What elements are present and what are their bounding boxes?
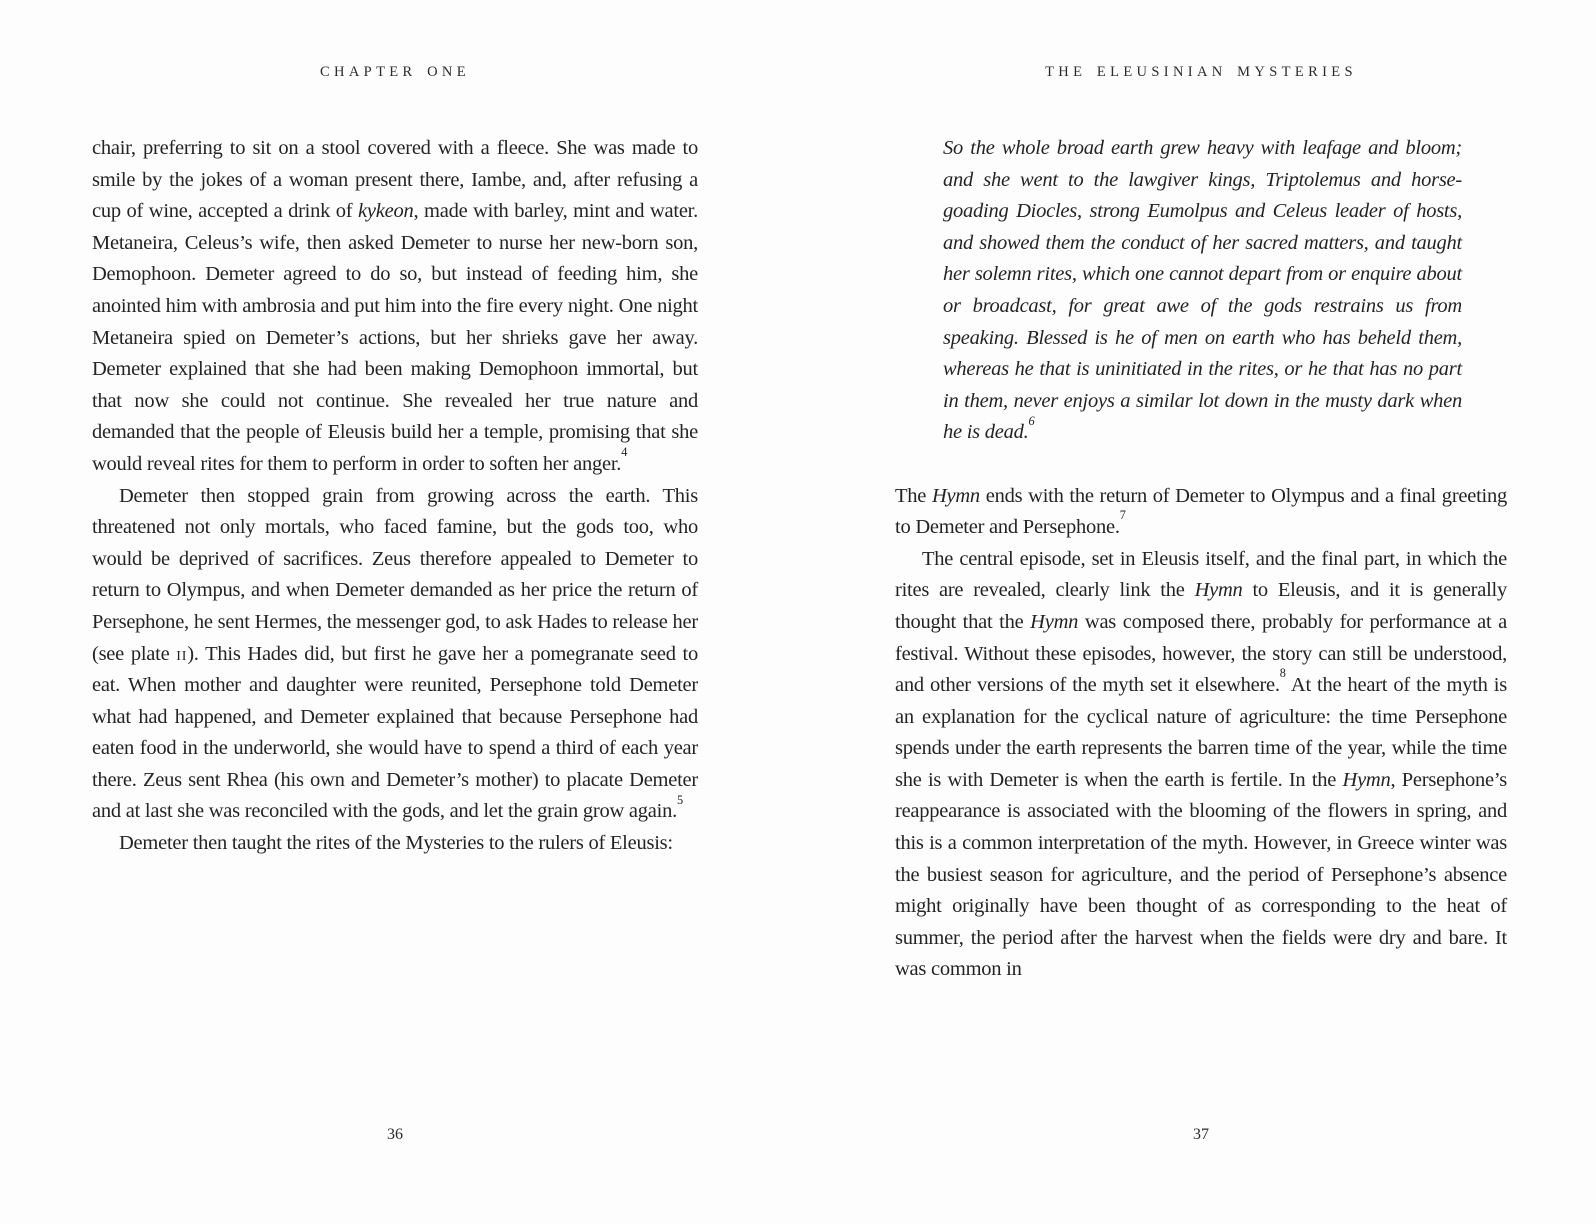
paragraph bbox=[92, 133, 698, 481]
text-segment: to Eleusis, and it is generally thought that the bbox=[895, 579, 1507, 633]
paragraph bbox=[895, 544, 1507, 986]
footnote-reference: 6 bbox=[1028, 413, 1035, 428]
text-segment: The central episode, set in Eleusis itself, and the final part, in which the rites are revealed, clearly link the bbox=[895, 547, 1507, 602]
footnote-reference: 8 bbox=[1279, 666, 1286, 681]
right-page bbox=[895, 0, 1507, 1224]
text-segment: ). This Hades did, but first he gave her a pomegranate seed to eat. When mother and daughter were reunited, Persephone told Demeter what had happened, and Demeter explained that because Persephone had eaten food in the underworld, she would have to spend a third of each year there. Zeus sent Rhea (his own and Demeter’s mother) to placate Demeter and at last she was reconciled with the gods, and let the grain grow again. bbox=[92, 642, 698, 823]
text-segment: At the heart of the myth is an explanation for the cyclical nature of agriculture: the time Persephone spends under the earth represents the barren time of the year, while the time she is with Demeter is when the earth is fertile. In the bbox=[895, 674, 1507, 791]
footnote-reference: 5 bbox=[676, 792, 684, 807]
text-segment: chair, preferring to sit on a stool covered with a fleece. She was made to smile by the jokes of a woman present there, Iambe, and, after refusing a cup of wine, accepted a drink of bbox=[92, 137, 698, 223]
text-segment: Hymn bbox=[931, 484, 980, 507]
left-running-head: CHAPTER ONE bbox=[320, 64, 470, 80]
right-running-head: THE ELEUSINIAN MYSTERIES bbox=[1045, 64, 1357, 80]
text-segment: kykeon bbox=[358, 200, 414, 223]
right-body-paragraphs bbox=[895, 481, 1507, 987]
text-segment: , made with barley, mint and water. Metaneira, Celeus’s wife, then asked Demeter to nurse her new-born son, Demophoon. Demeter agreed to do so, but instead of feeding him, she anointed him with ambrosia and put him into the fire every night. One night Metaneira spied on Demeter’s actions, but her shrieks gave her away. Demeter explained that she had been making Demophoon immortal, but that now she could not continue. She revealed her true nature and demanded that the people of Eleusis build her a temple, promising that she would reveal rites for them to perform in order to soften her anger. bbox=[92, 200, 698, 475]
text-segment: Demeter then stopped grain from growing across the earth. This threatened not only mortals, who faced famine, but the gods too, who would be deprived of sacrifices. Zeus therefore appealed to Demeter to return to Olympus, and when Demeter demanded as her price the return of Persephone, he sent Hermes, the messenger god, to ask Hades to release her (see plate bbox=[92, 484, 698, 665]
footnote-reference: 4 bbox=[621, 445, 628, 460]
left-page bbox=[92, 0, 698, 1224]
text-segment: ends with the return of Demeter to Olympus and a final greeting to Demeter and Persephone. bbox=[895, 484, 1508, 539]
paragraph bbox=[943, 133, 1462, 449]
text-segment: So the whole broad earth grew heavy with leafage and bloom; and she went to the lawgiver kings, Triptolemus and horse-goading Diocles, strong Eumolpus and Celeus leader of hosts, and showed them the conduct of her sacred matters, and taught her solemn rites, which one cannot depart from or enquire about or broadcast, for great awe of the gods restrains us from speaking. Blessed is he of men on earth who has beheld them, whereas he that is uninitiated in the rites, or he that has no part in them, never enjoys a similar lot down in the musty dark when he is dead. bbox=[943, 137, 1462, 444]
text-segment: Demeter then taught the rites of the Mysteries to the rulers of Eleusis: bbox=[119, 832, 673, 855]
left-page-number: 36 bbox=[387, 1126, 403, 1143]
text-segment: Hymn bbox=[1194, 579, 1243, 602]
right-text-block bbox=[895, 133, 1507, 986]
left-text-block bbox=[92, 133, 698, 860]
text-segment: Hymn bbox=[1342, 768, 1391, 791]
paragraph bbox=[92, 828, 698, 860]
text-segment: ii bbox=[176, 642, 188, 665]
paragraph bbox=[895, 481, 1507, 544]
text-segment: The bbox=[895, 484, 932, 507]
paragraph bbox=[92, 481, 698, 829]
text-segment: was composed there, probably for performance at a festival. Without these episodes, however, the story can still be understood, and other versions of the myth set it elsewhere. bbox=[895, 610, 1507, 697]
hymn-blockquote bbox=[943, 133, 1462, 449]
right-page-number: 37 bbox=[1193, 1126, 1209, 1143]
footnote-reference: 7 bbox=[1119, 508, 1126, 523]
text-segment: Hymn bbox=[1030, 610, 1079, 633]
text-segment: , Persephone’s reappearance is associated with the blooming of the flowers in spring, and this is a common interpretation of the myth. However, in Greece winter was the busiest season for agriculture, and the period of Persephone’s absence might originally have been thought of as corresponding to the heat of summer, the period after the harvest when the fields were dry and bare. It was common in bbox=[895, 768, 1507, 981]
